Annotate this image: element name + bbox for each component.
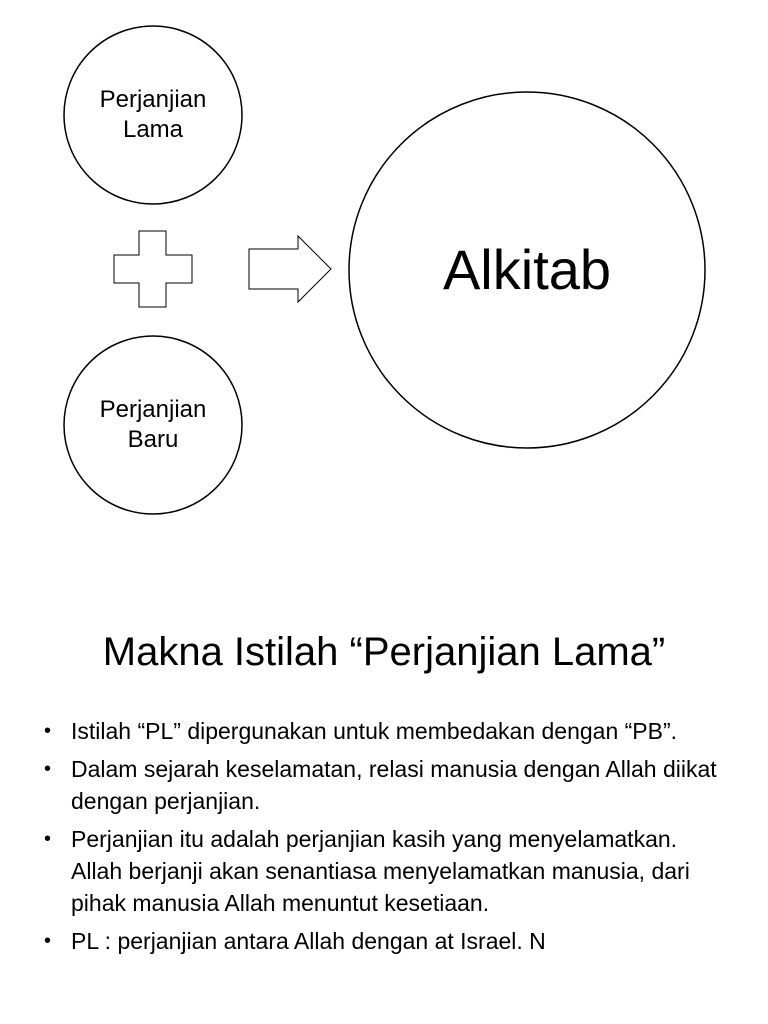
label-alkitab: Alkitab — [442, 238, 612, 301]
bullet-dot-icon: • — [44, 758, 52, 780]
bullet-item — [40, 715, 730, 747]
bullet-dot-icon: • — [44, 828, 52, 850]
bullet-item — [40, 823, 730, 919]
bullet-dot-icon: • — [44, 720, 52, 742]
plus-icon — [114, 231, 192, 307]
text-slide — [0, 600, 768, 1024]
bullet-text: Perjanjian itu adalah perjanjian kasih yang menyelamatkan. Allah berjanji akan senantiasa menyelamatkan manusia, dari pihak manusia Allah menuntut kesetiaan. — [71, 826, 690, 916]
bullet-dot-icon: • — [44, 930, 52, 952]
bullet-item — [40, 753, 730, 817]
bullet-item — [40, 925, 730, 957]
bullet-text: Istilah “PL” dipergunakan untuk membedakan dengan “PB”. — [71, 718, 678, 744]
arrow-right-icon — [249, 236, 331, 302]
label-perjanjian-baru: Perjanjian Baru — [99, 396, 207, 453]
slide-title: Makna Istilah “Perjanjian Lama” — [102, 630, 666, 674]
bullet-text: PL : perjanjian antara Allah dengan at Israel. N — [71, 928, 546, 954]
bullet-list — [40, 715, 730, 963]
label-perjanjian-lama: Perjanjian Lama — [99, 86, 207, 143]
bullet-text: Dalam sejarah keselamatan, relasi manusia dengan Allah diikat dengan perjanjian. — [71, 756, 717, 814]
